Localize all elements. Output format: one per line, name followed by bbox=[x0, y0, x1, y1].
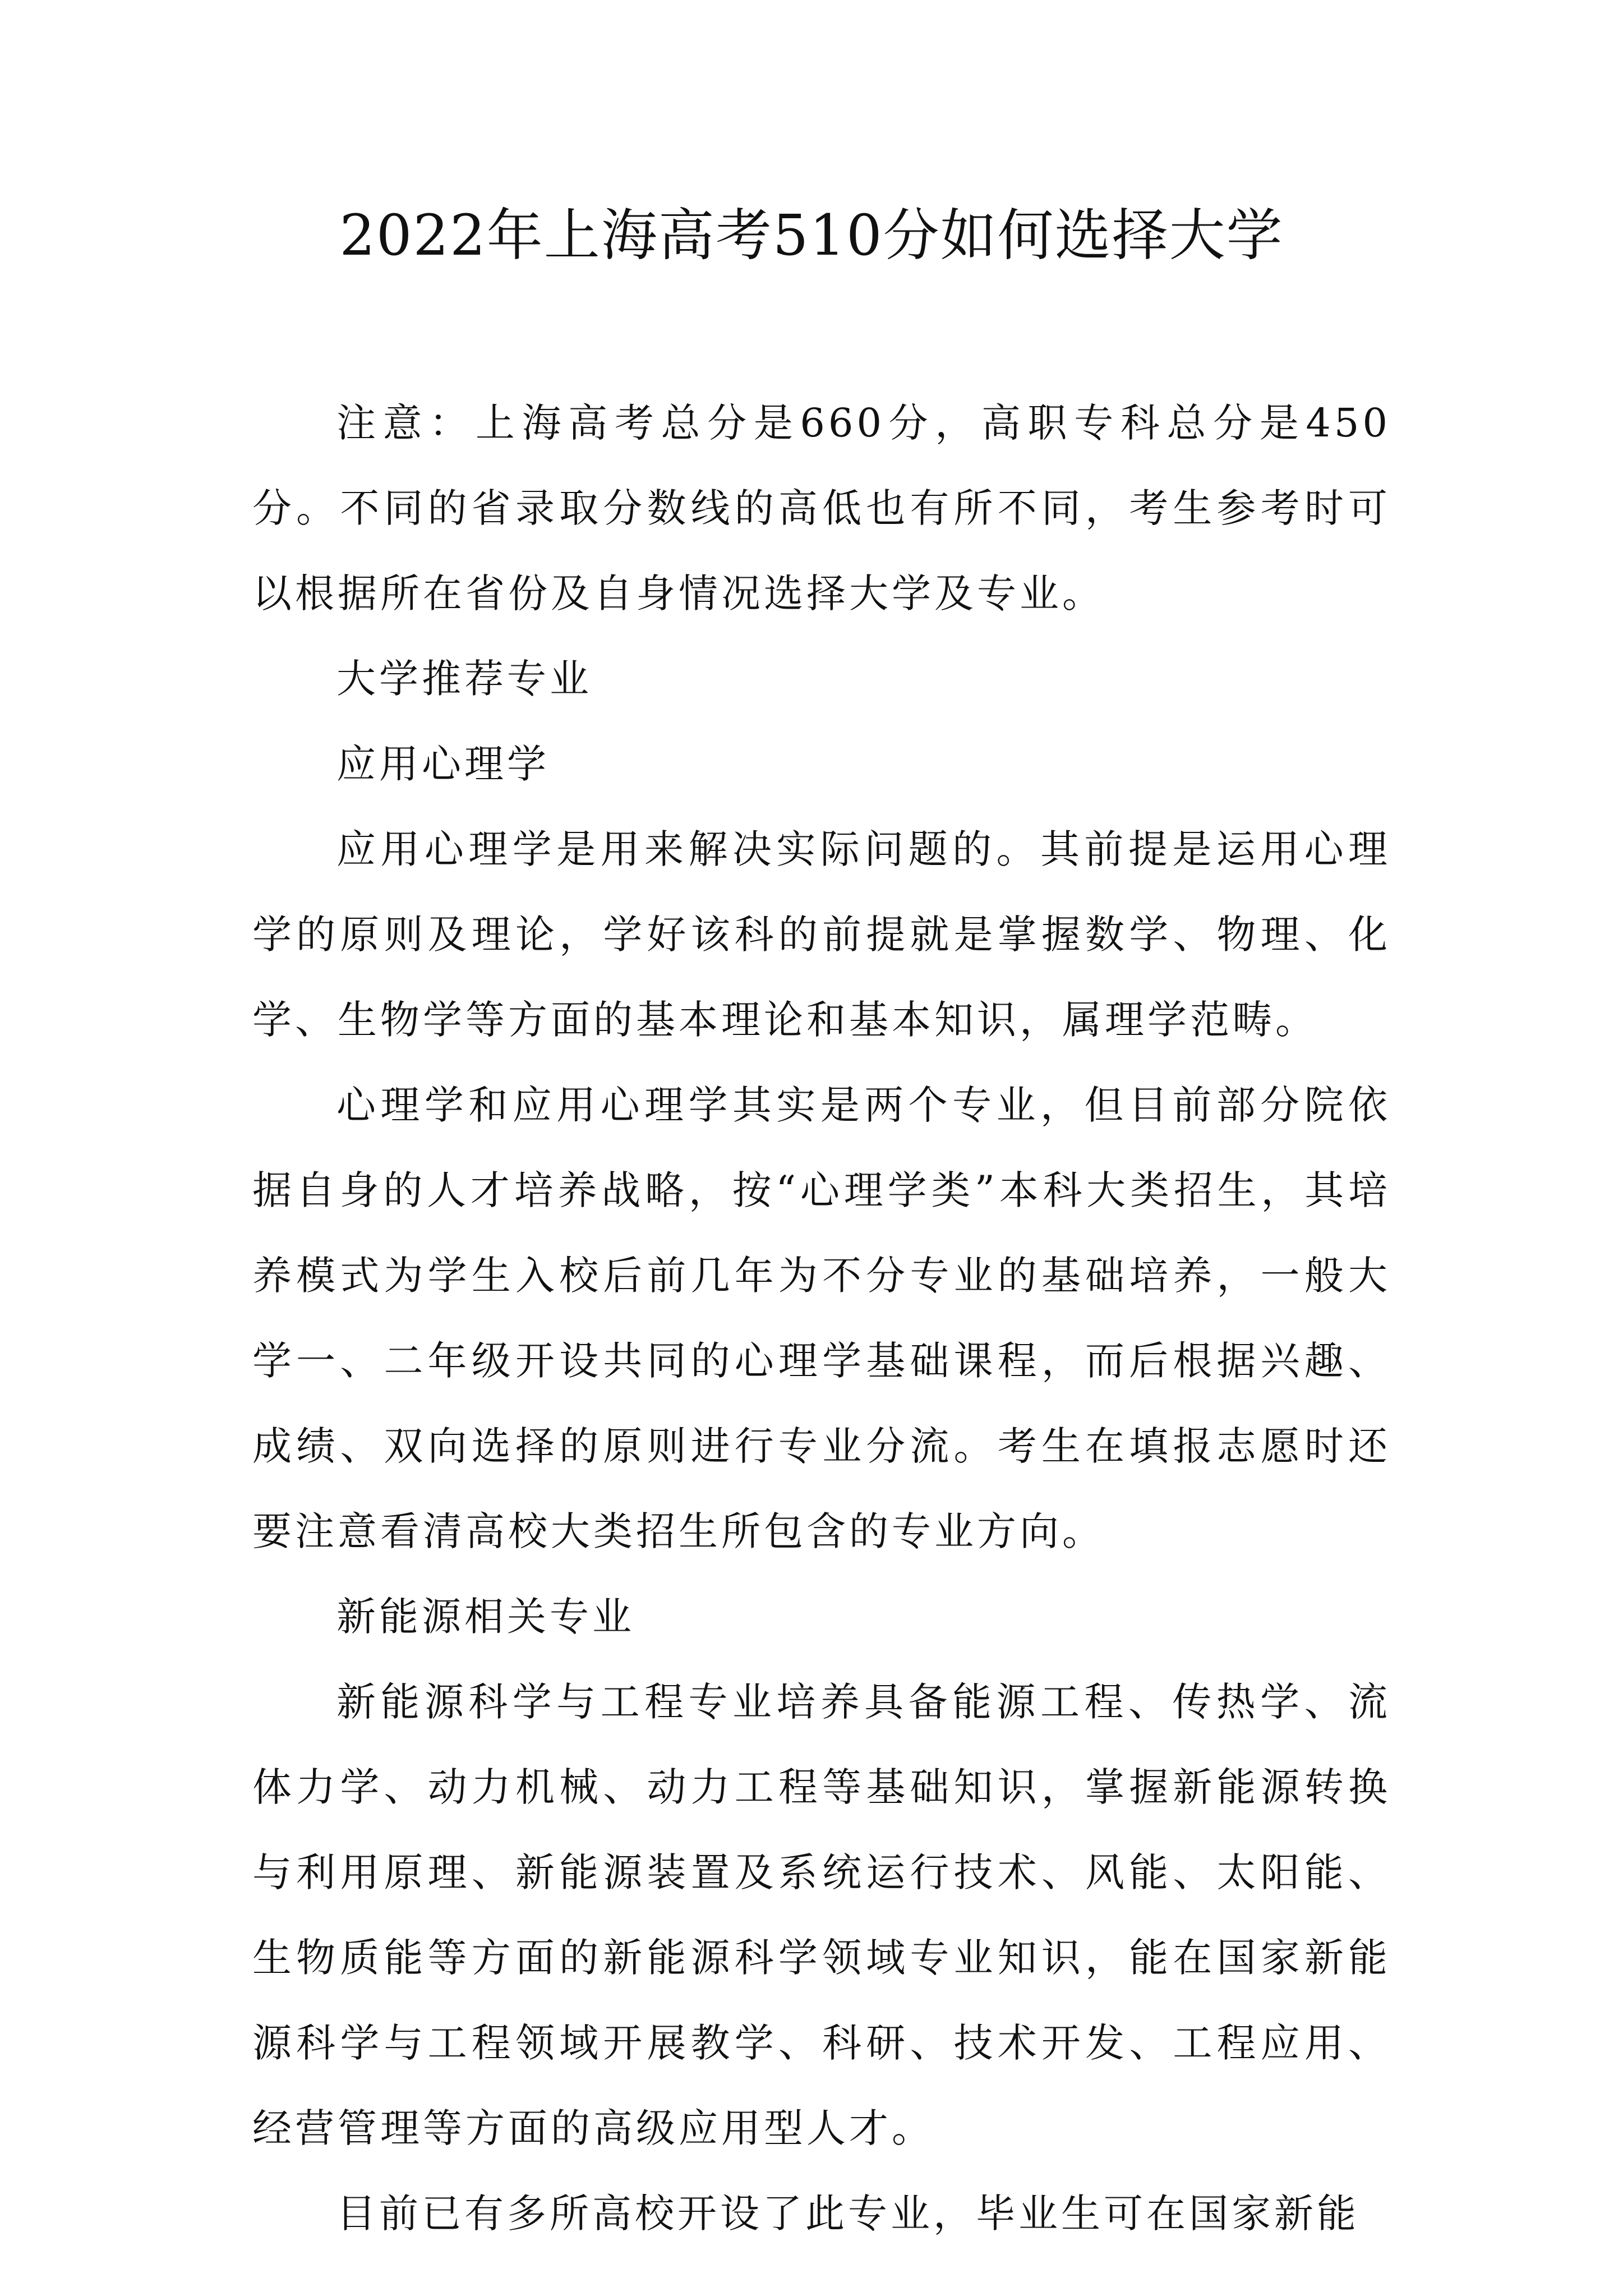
paragraph-note: 注意：上海高考总分是660分，高职专科总分是450分。不同的省录取分数线的高低也有所不同，考生参考时可以根据所在省份及自身情况选择大学及专业。 bbox=[252, 400, 1391, 616]
section-heading-new-energy: 新能源相关专业 bbox=[336, 1594, 635, 1640]
paragraph-psychology-enrollment: 心理学和应用心理学其实是两个专业，但目前部分院依据自身的人才培养战略，按“心理学类”本科大类招生，其培养模式为学生入校后前几年为不分专业的基础培养，一般大学一、二年级开设共同的心理学基础课程，而后根据兴趣、成绩、双向选择的原则进行专业分流。考生在填报志愿时还要注意看清高校大类招生所包含的专业方向。 bbox=[252, 1082, 1391, 1554]
page-title: 2022年上海高考510分如何选择大学 bbox=[339, 203, 1284, 268]
section-heading-applied-psychology: 应用心理学 bbox=[336, 741, 550, 787]
document-body bbox=[252, 380, 1391, 2256]
section-heading-recommended-majors: 大学推荐专业 bbox=[336, 656, 592, 702]
paragraph-new-energy-graduates: 目前已有多所高校开设了此专业，毕业生可在国家新能 bbox=[336, 2191, 1359, 2237]
paragraph-new-energy-intro: 新能源科学与工程专业培养具备能源工程、传热学、流体力学、动力机械、动力工程等基础知识，掌握新能源转换与利用原理、新能源装置及系统运行技术、风能、太阳能、生物质能等方面的新能源科学领域专业知识，能在国家新能源科学与工程领域开展教学、科研、技术开发、工程应用、经营管理等方面的高级应用型人才。 bbox=[252, 1679, 1391, 2151]
paragraph-applied-psychology-intro: 应用心理学是用来解决实际问题的。其前提是运用心理学的原则及理论，学好该科的前提就是掌握数学、物理、化学、生物学等方面的基本理论和基本知识，属理学范畴。 bbox=[252, 826, 1391, 1043]
